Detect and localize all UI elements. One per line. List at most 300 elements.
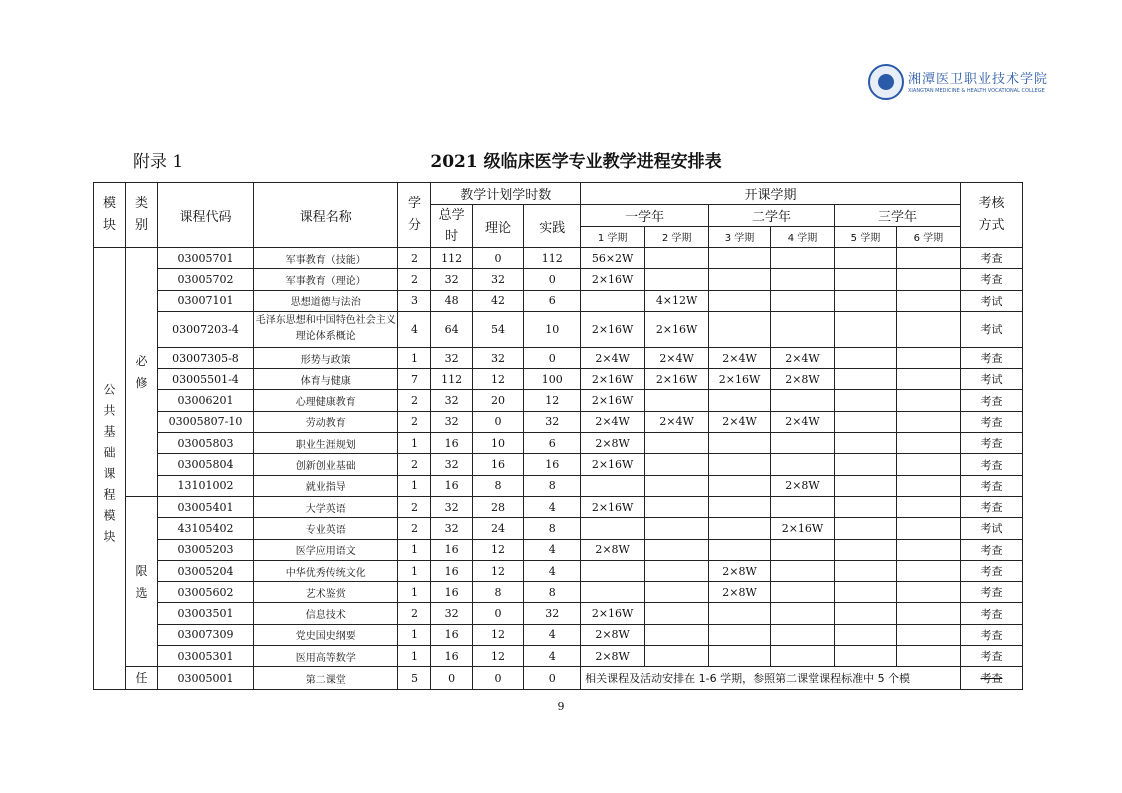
cell-s6	[896, 411, 960, 432]
cell-code: 03003501	[157, 603, 253, 624]
cell-s4	[771, 560, 835, 581]
cell-practice: 4	[524, 560, 581, 581]
cell-s3	[709, 624, 771, 645]
table-row	[94, 646, 1023, 667]
cell-theory: 32	[472, 347, 524, 368]
cell-s1: 2×8W	[581, 539, 645, 560]
cell-s4: 2×8W	[771, 475, 835, 496]
cell-credit: 2	[398, 603, 431, 624]
cell-practice: 4	[524, 539, 581, 560]
cell-credit: 2	[398, 518, 431, 539]
cell-exam: 考查	[960, 411, 1022, 432]
cell-total: 48	[431, 290, 472, 311]
cell-s6	[896, 248, 960, 269]
cell-code: 03005807-10	[157, 411, 253, 432]
logo-name-en: XIANGTAN MEDICINE & HEALTH VOCATIONAL COLLEGE	[908, 88, 1045, 94]
cell-s6	[896, 646, 960, 667]
cell-practice: 10	[524, 311, 581, 347]
cell-credit: 1	[398, 475, 431, 496]
cell-s3	[709, 311, 771, 347]
cell-total: 112	[431, 369, 472, 390]
cell-total: 16	[431, 582, 472, 603]
cell-credit: 2	[398, 248, 431, 269]
cell-s4	[771, 269, 835, 290]
cell-practice: 32	[524, 603, 581, 624]
cell-s5	[834, 624, 896, 645]
cell-theory: 24	[472, 518, 524, 539]
table-row	[94, 624, 1023, 645]
cell-s6	[896, 269, 960, 290]
cell-exam: 考查	[960, 347, 1022, 368]
cell-total: 32	[431, 454, 472, 475]
cell-practice: 0	[524, 347, 581, 368]
table-row	[94, 539, 1023, 560]
cell-s5	[834, 311, 896, 347]
cell-total: 16	[431, 539, 472, 560]
cell-credit: 2	[398, 454, 431, 475]
table-row	[94, 290, 1023, 311]
cell-credit: 7	[398, 369, 431, 390]
header-code: 课程代码	[157, 183, 253, 248]
cell-code: 03007309	[157, 624, 253, 645]
cell-s2	[645, 624, 709, 645]
cell-s2	[645, 390, 709, 411]
cell-s6	[896, 539, 960, 560]
cell-s3: 2×8W	[709, 582, 771, 603]
cell-s4: 2×4W	[771, 411, 835, 432]
cell-s3: 2×8W	[709, 560, 771, 581]
cell-s5	[834, 582, 896, 603]
cell-s5	[834, 390, 896, 411]
cell-total: 16	[431, 646, 472, 667]
cell-name: 信息技术	[253, 603, 398, 624]
cell-s1: 2×16W	[581, 603, 645, 624]
cell-s5	[834, 475, 896, 496]
table-row	[94, 433, 1023, 454]
cell-s6	[896, 603, 960, 624]
table-row	[94, 496, 1023, 517]
cell-s6	[896, 454, 960, 475]
cell-name: 职业生涯规划	[253, 433, 398, 454]
cell-name: 第二课堂	[253, 667, 398, 690]
cell-s5	[834, 454, 896, 475]
cell-s1: 2×16W	[581, 390, 645, 411]
cell-total: 32	[431, 518, 472, 539]
cell-s3	[709, 539, 771, 560]
header-s3: 3 学期	[709, 226, 771, 248]
cell-total: 16	[431, 475, 472, 496]
cell-s3: 2×16W	[709, 369, 771, 390]
cell-s2	[645, 475, 709, 496]
cell-total: 32	[431, 411, 472, 432]
cell-s3	[709, 269, 771, 290]
cell-theory: 12	[472, 539, 524, 560]
cell-name: 体育与健康	[253, 369, 398, 390]
cell-practice: 4	[524, 646, 581, 667]
cell-name: 就业指导	[253, 475, 398, 496]
header-year2: 二学年	[709, 205, 835, 227]
cell-s1: 2×8W	[581, 646, 645, 667]
cell-credit: 2	[398, 411, 431, 432]
cell-s4: 2×4W	[771, 347, 835, 368]
cell-s4: 2×8W	[771, 369, 835, 390]
cell-code: 03005203	[157, 539, 253, 560]
cell-theory: 12	[472, 646, 524, 667]
header-theory: 理论	[472, 205, 524, 248]
cell-name: 医用高等数学	[253, 646, 398, 667]
cell-s5	[834, 603, 896, 624]
cell-credit: 1	[398, 646, 431, 667]
cell-total: 64	[431, 311, 472, 347]
cell-exam: 考查	[960, 454, 1022, 475]
cell-s2	[645, 454, 709, 475]
cell-exam: 考查	[960, 269, 1022, 290]
college-logo	[868, 64, 1049, 104]
cell-name: 劳动教育	[253, 411, 398, 432]
cell-total: 32	[431, 603, 472, 624]
cell-code: 03005803	[157, 433, 253, 454]
cell-total: 32	[431, 347, 472, 368]
cell-exam: 考查	[960, 475, 1022, 496]
header-s6: 6 学期	[896, 226, 960, 248]
cell-credit: 2	[398, 390, 431, 411]
cell-credit: 2	[398, 269, 431, 290]
cell-s6	[896, 347, 960, 368]
table-row	[94, 454, 1023, 475]
cell-name: 大学英语	[253, 496, 398, 517]
cell-s6	[896, 475, 960, 496]
cell-theory: 0	[472, 248, 524, 269]
category-required: 必修	[125, 248, 157, 497]
cell-total: 112	[431, 248, 472, 269]
cell-credit: 1	[398, 624, 431, 645]
appendix-label: 附录 1	[133, 152, 184, 172]
header-module: 模块	[94, 183, 126, 248]
cell-credit: 1	[398, 347, 431, 368]
table-row	[94, 560, 1023, 581]
cell-s1: 2×8W	[581, 624, 645, 645]
cell-theory: 12	[472, 560, 524, 581]
cell-s6	[896, 311, 960, 347]
cell-total: 32	[431, 496, 472, 517]
cell-practice: 6	[524, 433, 581, 454]
cell-exam: 考查	[960, 603, 1022, 624]
cell-practice: 0	[524, 269, 581, 290]
header-credit: 学分	[398, 183, 431, 248]
cell-s4	[771, 248, 835, 269]
cell-s2	[645, 582, 709, 603]
cell-s5	[834, 411, 896, 432]
cell-s3: 2×4W	[709, 347, 771, 368]
cell-code: 03005204	[157, 560, 253, 581]
cell-credit: 2	[398, 496, 431, 517]
cell-s2	[645, 518, 709, 539]
cell-code: 03006201	[157, 390, 253, 411]
cell-s2	[645, 496, 709, 517]
header-year3: 三学年	[834, 205, 960, 227]
cell-exam: 考查	[960, 667, 1022, 690]
cell-name: 中华优秀传统文化	[253, 560, 398, 581]
page-title: 2021 级临床医学专业教学进程安排表	[430, 152, 722, 172]
table-row	[94, 347, 1023, 368]
cell-s5	[834, 539, 896, 560]
cell-s1	[581, 518, 645, 539]
cell-s6	[896, 518, 960, 539]
cell-s3	[709, 518, 771, 539]
table-row	[94, 369, 1023, 390]
cell-s5	[834, 646, 896, 667]
module-label: 公共基础课程模块	[101, 383, 116, 552]
college-emblem-icon	[868, 64, 904, 100]
cell-code: 03005401	[157, 496, 253, 517]
cell-s2: 2×4W	[645, 347, 709, 368]
cell-s2	[645, 248, 709, 269]
cell-credit: 5	[398, 667, 431, 690]
cell-practice: 112	[524, 248, 581, 269]
cell-exam: 考试	[960, 311, 1022, 347]
cell-s1	[581, 290, 645, 311]
cell-s4	[771, 539, 835, 560]
cell-theory: 32	[472, 269, 524, 290]
table-row	[94, 411, 1023, 432]
cell-total: 16	[431, 624, 472, 645]
cell-s4: 2×16W	[771, 518, 835, 539]
module-cell	[94, 248, 126, 690]
cell-theory: 42	[472, 290, 524, 311]
cell-s3: 2×4W	[709, 411, 771, 432]
cell-s4	[771, 496, 835, 517]
cell-name: 专业英语	[253, 518, 398, 539]
cell-s4	[771, 390, 835, 411]
cell-s4	[771, 603, 835, 624]
cell-exam: 考试	[960, 518, 1022, 539]
cell-name: 创新创业基础	[253, 454, 398, 475]
cell-credit: 1	[398, 433, 431, 454]
schedule-table	[93, 182, 1023, 690]
cell-s1: 2×8W	[581, 433, 645, 454]
cell-practice: 32	[524, 411, 581, 432]
cell-practice: 12	[524, 390, 581, 411]
cell-name: 党史国史纲要	[253, 624, 398, 645]
cell-s2	[645, 433, 709, 454]
header-name: 课程名称	[253, 183, 398, 248]
cell-exam: 考查	[960, 646, 1022, 667]
header-year1: 一学年	[581, 205, 709, 227]
table-row	[94, 269, 1023, 290]
cell-code: 03005501-4	[157, 369, 253, 390]
cell-theory: 28	[472, 496, 524, 517]
table-row	[94, 311, 1023, 347]
cell-s5	[834, 496, 896, 517]
cell-s1: 2×16W	[581, 454, 645, 475]
cell-exam: 考试	[960, 290, 1022, 311]
cell-s4	[771, 454, 835, 475]
cell-theory: 20	[472, 390, 524, 411]
cell-s3	[709, 290, 771, 311]
cell-s5	[834, 433, 896, 454]
cell-code: 03005001	[157, 667, 253, 690]
cell-name: 毛泽东思想和中国特色社会主义理论体系概论	[253, 311, 398, 347]
cell-theory: 12	[472, 369, 524, 390]
cell-exam: 考查	[960, 248, 1022, 269]
table-row	[94, 518, 1023, 539]
cell-s1	[581, 475, 645, 496]
cell-code: 03005702	[157, 269, 253, 290]
cell-s6	[896, 369, 960, 390]
cell-theory: 54	[472, 311, 524, 347]
cell-practice: 8	[524, 475, 581, 496]
cell-code: 13101002	[157, 475, 253, 496]
cell-s5	[834, 347, 896, 368]
cell-s1: 2×16W	[581, 369, 645, 390]
cell-s3	[709, 433, 771, 454]
table-row	[94, 582, 1023, 603]
cell-practice: 6	[524, 290, 581, 311]
cell-exam: 考查	[960, 433, 1022, 454]
cell-s6	[896, 390, 960, 411]
header-practice: 实践	[524, 205, 581, 248]
cell-practice: 100	[524, 369, 581, 390]
cell-code: 03005301	[157, 646, 253, 667]
table-row	[94, 248, 1023, 269]
cell-s1: 56×2W	[581, 248, 645, 269]
cell-s2: 2×4W	[645, 411, 709, 432]
page-number: 9	[557, 700, 565, 713]
cell-credit: 1	[398, 582, 431, 603]
cell-code: 03007305-8	[157, 347, 253, 368]
cell-s2: 4×12W	[645, 290, 709, 311]
cell-s1: 2×16W	[581, 311, 645, 347]
cell-exam: 考查	[960, 624, 1022, 645]
cell-s5	[834, 518, 896, 539]
cell-theory: 8	[472, 475, 524, 496]
cell-credit: 1	[398, 539, 431, 560]
cell-code: 03005804	[157, 454, 253, 475]
cell-s2	[645, 646, 709, 667]
cell-name: 军事教育（理论）	[253, 269, 398, 290]
cell-practice: 8	[524, 518, 581, 539]
cell-name: 心理健康教育	[253, 390, 398, 411]
cell-s5	[834, 248, 896, 269]
cell-s3	[709, 496, 771, 517]
cell-theory: 0	[472, 411, 524, 432]
cell-s1	[581, 582, 645, 603]
cell-theory: 16	[472, 454, 524, 475]
table-row	[94, 475, 1023, 496]
cell-s2	[645, 269, 709, 290]
cell-total: 16	[431, 433, 472, 454]
cell-code: 43105402	[157, 518, 253, 539]
cell-s1: 2×16W	[581, 269, 645, 290]
cell-code: 03007101	[157, 290, 253, 311]
cell-name: 医学应用语文	[253, 539, 398, 560]
category-elective: 限选	[125, 496, 157, 666]
cell-code: 03005701	[157, 248, 253, 269]
cell-s6	[896, 560, 960, 581]
cell-practice: 16	[524, 454, 581, 475]
cell-s4	[771, 646, 835, 667]
cell-s5	[834, 269, 896, 290]
cell-credit: 1	[398, 560, 431, 581]
cell-s5	[834, 290, 896, 311]
header-s5: 5 学期	[834, 226, 896, 248]
cell-s2: 2×16W	[645, 311, 709, 347]
cell-theory: 12	[472, 624, 524, 645]
cell-s1: 2×16W	[581, 496, 645, 517]
cell-s6	[896, 433, 960, 454]
cell-credit: 4	[398, 311, 431, 347]
cell-name: 军事教育（技能）	[253, 248, 398, 269]
cell-s6	[896, 624, 960, 645]
cell-note: 相关课程及活动安排在 1-6 学期，参照第二课堂课程标准中 5 个模	[581, 667, 961, 690]
header-category: 类别	[125, 183, 157, 248]
cell-exam: 考查	[960, 582, 1022, 603]
cell-s3	[709, 475, 771, 496]
cell-exam: 考查	[960, 496, 1022, 517]
cell-total: 32	[431, 390, 472, 411]
cell-total: 32	[431, 269, 472, 290]
cell-s4	[771, 290, 835, 311]
cell-s2	[645, 560, 709, 581]
header-s2: 2 学期	[645, 226, 709, 248]
cell-exam: 考试	[960, 369, 1022, 390]
cell-practice: 4	[524, 624, 581, 645]
cell-s1: 2×4W	[581, 411, 645, 432]
cell-s4	[771, 311, 835, 347]
cell-s6	[896, 582, 960, 603]
cell-s1	[581, 560, 645, 581]
cell-theory: 0	[472, 603, 524, 624]
cell-name: 思想道德与法治	[253, 290, 398, 311]
cell-practice: 4	[524, 496, 581, 517]
cell-s2: 2×16W	[645, 369, 709, 390]
cell-s3	[709, 248, 771, 269]
cell-name: 形势与政策	[253, 347, 398, 368]
cell-s6	[896, 496, 960, 517]
cell-s4	[771, 582, 835, 603]
table-row	[94, 603, 1023, 624]
header-s4: 4 学期	[771, 226, 835, 248]
table-row	[94, 667, 1023, 690]
cell-name: 艺术鉴赏	[253, 582, 398, 603]
cell-practice: 8	[524, 582, 581, 603]
cell-code: 03007203-4	[157, 311, 253, 347]
cell-s3	[709, 646, 771, 667]
cell-code: 03005602	[157, 582, 253, 603]
header-plan-hours: 教学计划学时数	[431, 183, 581, 205]
cell-practice: 0	[524, 667, 581, 690]
cell-s5	[834, 369, 896, 390]
cell-s5	[834, 560, 896, 581]
header-exam: 考核方式	[960, 183, 1022, 248]
cell-s3	[709, 603, 771, 624]
cell-s2	[645, 603, 709, 624]
cell-theory: 0	[472, 667, 524, 690]
cell-credit: 3	[398, 290, 431, 311]
cell-s2	[645, 539, 709, 560]
cell-s3	[709, 454, 771, 475]
category-optional: 任	[125, 667, 157, 690]
cell-exam: 考查	[960, 539, 1022, 560]
cell-total: 0	[431, 667, 472, 690]
cell-exam: 考查	[960, 390, 1022, 411]
logo-name-cn: 湘潭医卫职业技术学院	[908, 72, 1049, 87]
cell-s6	[896, 290, 960, 311]
header-total: 总学时	[431, 205, 472, 248]
cell-s1: 2×4W	[581, 347, 645, 368]
cell-s4	[771, 433, 835, 454]
cell-theory: 10	[472, 433, 524, 454]
